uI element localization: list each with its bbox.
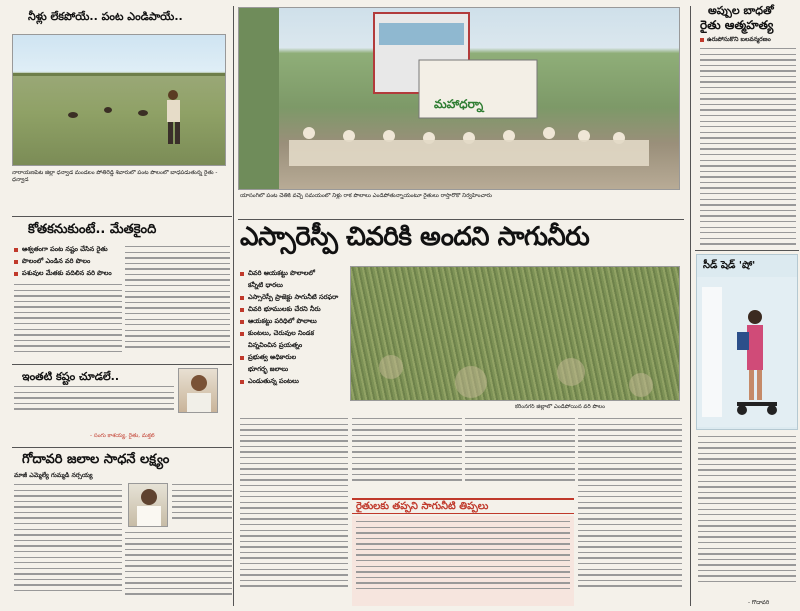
mid-left-col2-text	[125, 246, 230, 362]
mid-left-box-headline: ఇంతటి కష్టం చూడలే..	[22, 370, 120, 383]
main-headline: ఎస్సారెస్పీ చివరికి అందని సాగునీరు	[240, 222, 590, 252]
protest-scene	[239, 8, 680, 190]
top-right-subhead-text: ఉరుపోసుకొని బలవన్మరణం	[707, 36, 771, 43]
mid-left-bullet: పొలంలో ఎండిన వరి పొలం	[14, 256, 124, 268]
top-right-headline-1: అప్పుల బాధతో	[708, 4, 774, 17]
main-bullet: భూగర్భ జలాలు	[248, 365, 289, 373]
banner-text: మహాధర్నా	[434, 97, 484, 111]
section-rule-left-2	[12, 364, 232, 365]
portrait-icon	[179, 369, 218, 413]
mla-portrait	[128, 483, 168, 527]
main-photo-caption: కరీంనగర్ జిల్లాలో ఎండిపోయిన వరి పొలం	[515, 404, 605, 410]
farmer-illustration	[13, 35, 226, 166]
mid-left-bullet: ఆశ్వతంగా పంట నష్టం చేసిన రైతు	[14, 244, 124, 256]
top-left-caption-text: నారాయణపేట జిల్లా ధన్వాడ మండలం పోతిరెడ్డి శివారులో పంట పొలంలో బాధపడుతున్న రైతు	[12, 170, 214, 176]
paddy-texture	[351, 267, 680, 401]
godavari-headline: గోదావరి జలాల సాధనే లక్ష్యం	[22, 452, 170, 467]
top-right-headline-2: రైతు ఆత్మహత్య	[700, 18, 774, 32]
mid-left-bullet: పశువుల మేతకు వదిలిన వరి పొలం	[14, 268, 124, 280]
top-right-subhead	[700, 36, 798, 44]
section-rule-right	[695, 250, 799, 251]
portrait-icon	[129, 484, 168, 527]
main-col3-text	[465, 418, 575, 494]
main-bullet: చివరి భూములకు చేరని నీరు	[240, 304, 344, 316]
section-rule-left	[12, 216, 232, 217]
main-bullet: ప్రభుత్వ అధికారుల	[240, 352, 344, 364]
seed-box-headline: సీడ్ షెడ్ 'షో'	[703, 260, 756, 271]
col-rule-right	[690, 6, 691, 606]
main-bullet: చివరి ఆయకట్టు పొలాలలో	[240, 268, 344, 280]
main-bullet: కుంటలు, చెరువుల నిండక	[240, 328, 344, 340]
main-col4-text	[578, 418, 682, 606]
mid-left-col1-text	[14, 284, 122, 362]
main-col2-text	[352, 418, 462, 494]
main-bullet: ఆయకట్టు పరిధిలో పొలాలు	[240, 316, 344, 328]
seed-box	[696, 254, 798, 430]
godavari-subhead: మాజీ ఎమ్మెల్యే గుమ్మడి నర్సయ్య	[14, 472, 93, 479]
top-right-body-text	[700, 48, 796, 246]
farmer-portrait	[178, 368, 218, 413]
godavari-col2-text	[172, 484, 232, 528]
protest-photo	[238, 7, 680, 190]
main-top-rule	[238, 219, 684, 220]
main-bullet: ఎండుతున్న పంటలు	[240, 376, 344, 388]
dry-field-photo	[12, 34, 226, 166]
footer-byline: - గోదావరి	[748, 600, 770, 606]
godavari-col1-text	[14, 484, 122, 604]
mid-left-headline: కోతకనుకుంటే.. మేతకైంది	[28, 222, 157, 237]
main-bullet: కన్నీటి ధారలు	[248, 281, 283, 289]
seed-box-text	[698, 436, 796, 600]
top-left-headline: నీళ్లు లేకపోయే.. పంట ఎండిపాయే..	[28, 10, 183, 23]
main-bullets	[240, 268, 344, 388]
col-rule-left	[233, 6, 234, 606]
top-center-caption: యాసంగిలో పంట చేతికి వచ్చే సమయంలో నీళ్లు రాక పొలాలు ఎండిపోతున్నాయంటూ రైతులు రాస్తారోకో నిర్వహించారు	[240, 193, 492, 199]
godavari-col3-text	[125, 532, 232, 606]
top-left-byline: - ధన్వాడ	[12, 170, 218, 184]
red-bar-headline: రైతులకు తప్పని సాగునీటి తిప్పలు	[356, 500, 489, 512]
mid-left-box-byline: - సంగు కాశయ్య, రైతు, మక్తల్	[90, 433, 155, 439]
dry-paddy-photo	[350, 266, 680, 401]
red-bar	[352, 498, 574, 514]
main-bullet: ఎస్సారెస్పీ ప్రాజెక్టు సాగునీటి సరఫరా	[240, 292, 344, 304]
godavari-top-rule	[12, 447, 232, 448]
top-left-caption	[12, 170, 226, 200]
seed-machine-illustration	[697, 277, 797, 427]
red-bar-body-text	[352, 516, 574, 599]
red-bar-body-box	[352, 516, 574, 606]
main-col1-text	[240, 418, 348, 606]
mid-left-box-text	[14, 386, 174, 420]
bullet-marker	[700, 38, 704, 42]
main-bullet: విన్నవించిన ప్రయత్నం	[248, 341, 303, 349]
mid-left-bullets	[14, 244, 124, 280]
